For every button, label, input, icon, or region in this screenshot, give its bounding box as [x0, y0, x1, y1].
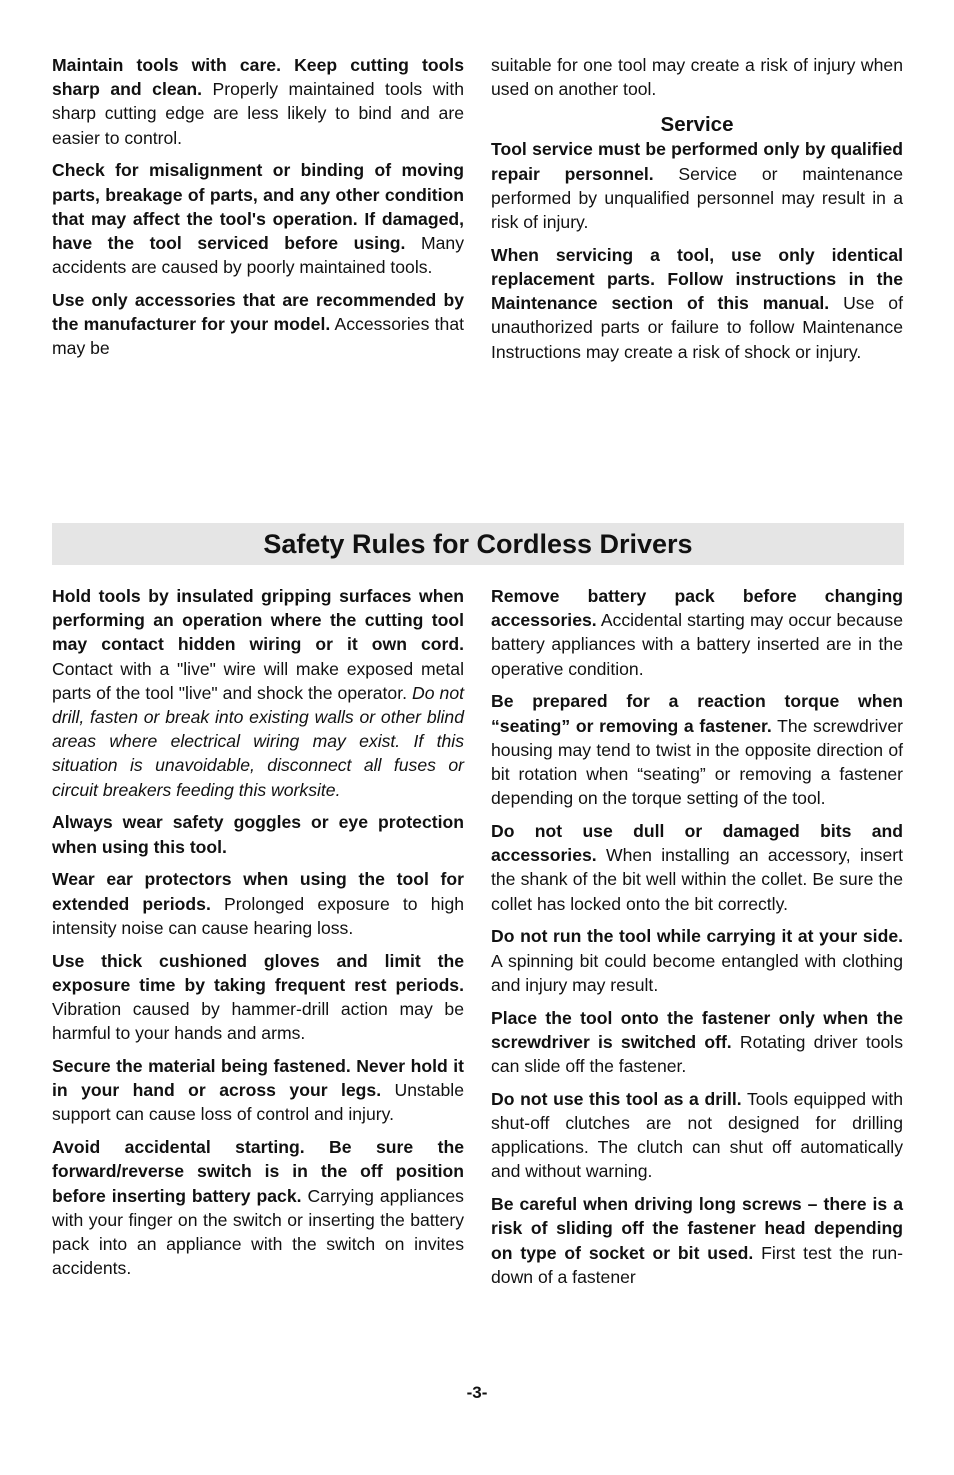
rule-text: When installing an accessory, insert the shank of the bit well within the collet. Be sure the collet has locked onto the bit correctly.: [491, 845, 903, 914]
rule-heading: Always wear safety goggles or eye protection when using this tool.: [52, 812, 464, 857]
rule-text: Properly maintained tools with sharp cutting edge are less likely to bind and are easier to control.: [52, 79, 464, 148]
section-title: Safety Rules for Cordless Drivers: [263, 529, 693, 559]
rule-text: Accidental starting may occur because battery appliances with a battery inserted are in the operative condition.: [491, 610, 903, 679]
rule-heading: Check for misalignment or binding of moving parts, breakage of parts, and any other condition that may affect the tool's operation. If damaged, have the tool serviced before using.: [52, 160, 464, 254]
rule-paragraph: [491, 819, 903, 916]
rule-text: Tools equipped with shut-off clutches are not designed for drilling applications. The clutch can shut off automatically and without warning.: [491, 1088, 904, 1182]
service-heading: Service: [660, 113, 734, 137]
rule-text: Rotating driver tools can slide off the fastener.: [491, 1031, 903, 1077]
section-title-band: [52, 523, 904, 565]
rule-paragraph: [491, 689, 903, 810]
rule-text: Unstable support can cause loss of control and injury.: [52, 1080, 464, 1125]
rule-text: Use of unauthorized parts or failure to follow Maintenance Instructions may create a risk of shock or injury.: [491, 293, 903, 362]
rule-paragraph: [491, 1006, 903, 1079]
rule-heading: Tool service must be performed only by qualified repair personnel.: [491, 139, 903, 184]
rule-heading: Maintain tools with care. Keep cutting tools sharp and clean.: [52, 55, 464, 100]
rule-text: Prolonged exposure to high intensity noise can cause hearing loss.: [52, 893, 465, 938]
rule-text: Many accidents are caused by poorly maintained tools.: [52, 233, 464, 278]
rule-paragraph: [52, 949, 464, 1046]
rule-heading: Wear ear protectors when using the tool for extended periods.: [52, 869, 464, 914]
rule-italic-text: Do not drill, fasten or break into existing walls or other blind areas where electrical wiring may exist. If this situation is unavoidable, disconnect all fuses or circuit breakers feeding this worksite.: [52, 682, 464, 800]
rule-paragraph: [52, 288, 464, 361]
rule-heading: Use thick cushioned gloves and limit the exposure time by taking frequent rest periods.: [52, 950, 464, 995]
rule-heading: Hold tools by insulated gripping surfaces when performing an operation where the cutting tool may contact hidden wiring or it own cord.: [52, 586, 464, 655]
rule-paragraph: [52, 1054, 464, 1127]
top-right-column: [491, 53, 903, 372]
rule-paragraph: [491, 137, 903, 234]
rule-paragraph: [52, 584, 464, 802]
rule-paragraph: [491, 584, 903, 681]
bottom-left-column: [52, 584, 464, 1289]
page-number: -3-: [466, 1383, 488, 1402]
rule-text: Service or maintenance performed by unqualified personnel may result in a risk of injury.: [491, 163, 903, 233]
rule-heading: When servicing a tool, use only identical replacement parts. Follow instructions in the Maintenance section of this manual.: [491, 244, 903, 314]
rule-text: First test the run-down of a fastener: [491, 1242, 904, 1287]
rule-paragraph: [52, 53, 464, 150]
rule-text: Carrying appliances with your finger on the switch or inserting the battery pack into an appliance with the switch on invites accidents.: [52, 1185, 464, 1279]
rule-heading: Secure the material being fastened. Never hold it in your hand or across your legs.: [52, 1056, 464, 1101]
rule-paragraph: [52, 810, 464, 858]
rule-heading: Do not use this tool as a drill.: [491, 1088, 742, 1109]
rule-heading: Do not run the tool while carrying it at your side.: [491, 926, 903, 947]
rule-text: Contact with a "live" wire will make exposed metal parts of the tool "live" and shock the operator.: [52, 658, 464, 703]
continued-text: suitable for one tool may create a risk of injury when used on another tool.: [491, 55, 903, 100]
rule-paragraph: [491, 1087, 903, 1184]
rule-paragraph: [491, 1192, 903, 1289]
rule-heading: Use only accessories that are recommended by the manufacturer for your model.: [52, 290, 464, 335]
rule-heading: Remove battery pack before changing accessories.: [491, 586, 903, 631]
rule-heading: Do not use dull or damaged bits and accessories.: [491, 821, 903, 866]
rule-paragraph: [52, 158, 464, 279]
rule-paragraph: [491, 924, 903, 997]
rule-heading: Be careful when driving long screws – there is a risk of sliding off the fastener head depending on type of socket or bit used.: [491, 1194, 903, 1263]
rule-heading: Place the tool onto the fastener only when the screwdriver is switched off.: [491, 1007, 903, 1052]
rule-text: Accessories that may be: [52, 314, 464, 359]
rule-paragraph: [52, 867, 464, 940]
bottom-right-column: [491, 584, 903, 1298]
rule-text: The screwdriver housing may tend to twist in the opposite direction of bit rotation when “seating” or removing a fastener depending on the torque setting of the tool.: [491, 715, 903, 809]
rule-heading: Avoid accidental starting. Be sure the forward/reverse switch is in the off position before inserting battery pack.: [52, 1137, 464, 1206]
rule-text: Vibration caused by hammer-drill action may be harmful to your hands and arms.: [52, 999, 464, 1044]
rule-text: A spinning bit could become entangled with clothing and injury may result.: [491, 950, 903, 995]
top-left-column: [52, 53, 464, 369]
rule-heading: Be prepared for a reaction torque when “seating” or removing a fastener.: [491, 691, 903, 736]
rule-paragraph: [491, 243, 903, 364]
rule-paragraph: [52, 1135, 464, 1280]
